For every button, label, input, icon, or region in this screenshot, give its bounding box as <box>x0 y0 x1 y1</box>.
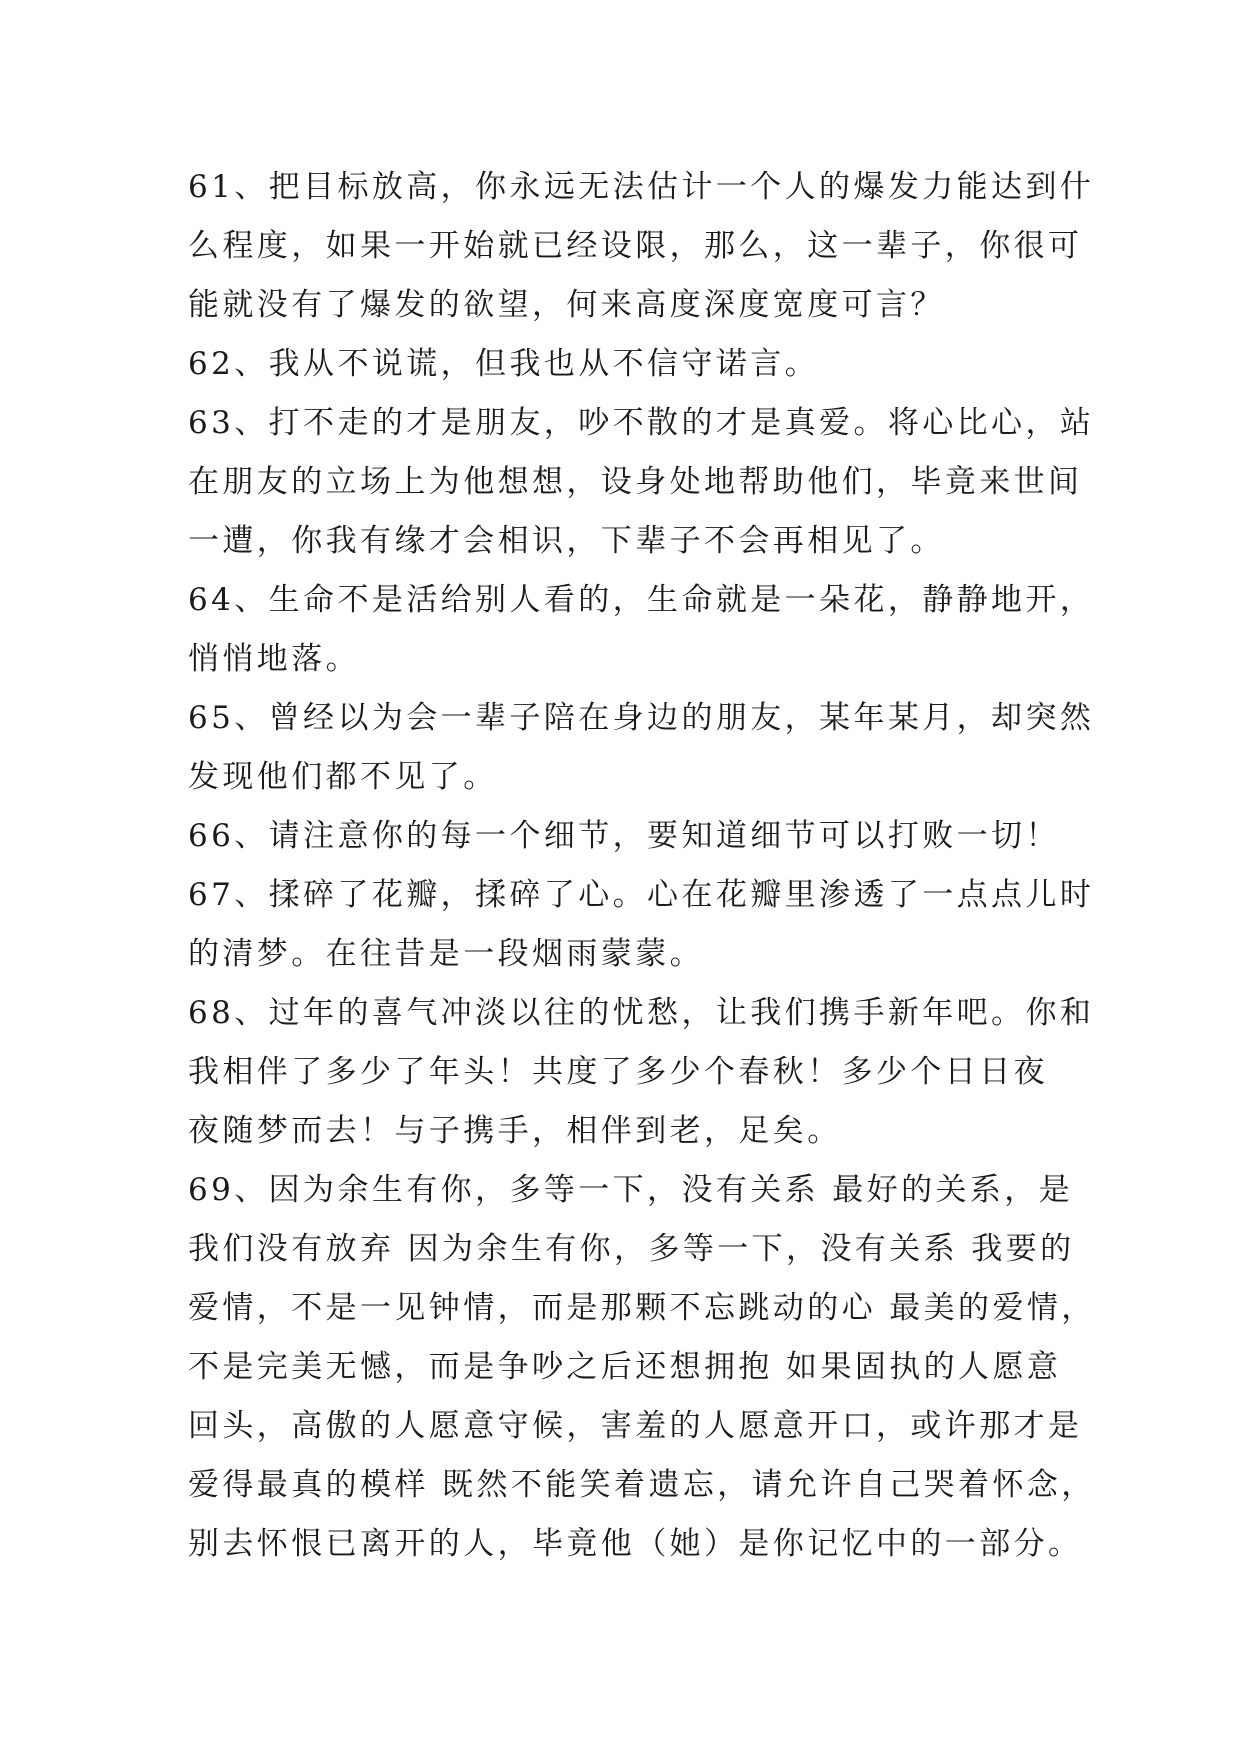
text-line: 62、我从不说谎，但我也从不信守诺言。 <box>188 346 820 382</box>
text-line: 夜随梦而去！与子携手，相伴到老，足矣。 <box>188 1113 842 1149</box>
text-line: 一遭，你我有缘才会相识，下辈子不会再相见了。 <box>188 523 945 559</box>
text-line: 65、曾经以为会一辈子陪在身边的朋友，某年某月，却突然 <box>188 700 1095 736</box>
text-line: 发现他们都不见了。 <box>188 759 498 795</box>
text-line: 66、请注意你的每一个细节，要知道细节可以打败一切！ <box>188 818 1060 854</box>
text-line: 么程度，如果一开始就已经设限，那么，这一辈子，你很可 <box>188 228 1083 264</box>
text-line: 在朋友的立场上为他想想，设身处地帮助他们，毕竟来世间 <box>188 464 1083 500</box>
text-line: 61、把目标放高，你永远无法估计一个人的爆发力能达到什 <box>188 169 1095 205</box>
text-line: 爱得最真的模样 既然不能笑着遗忘，请允许自己哭着怀念， <box>188 1467 1096 1503</box>
text-line: 69、因为余生有你，多等一下，没有关系 最好的关系，是 <box>188 1172 1074 1208</box>
document-body <box>188 158 1096 1574</box>
text-line: 别去怀恨已离开的人，毕竟他（她）是你记忆中的一部分。 <box>188 1526 1083 1562</box>
text-line: 67、揉碎了花瓣，揉碎了心。心在花瓣里渗透了一点点儿时 <box>188 877 1095 913</box>
text-line: 回头，高傲的人愿意守候，害羞的人愿意开口，或许那才是 <box>188 1408 1083 1444</box>
text-line: 63、打不走的才是朋友，吵不散的才是真爱。将心比心，站 <box>188 405 1095 441</box>
text-line: 的清梦。在往昔是一段烟雨蒙蒙。 <box>188 936 704 972</box>
text-line: 爱情，不是一见钟情，而是那颗不忘跳动的心 最美的爱情， <box>188 1290 1096 1326</box>
text-line: 悄悄地落。 <box>188 641 360 677</box>
text-line: 64、生命不是活给别人看的，生命就是一朵花，静静地开， <box>188 582 1095 618</box>
text-line: 不是完美无憾，而是争吵之后还想拥抱 如果固执的人愿意 <box>188 1349 1062 1385</box>
text-line: 我们没有放弃 因为余生有你，多等一下，没有关系 我要的 <box>188 1231 1075 1267</box>
text-line: 能就没有了爆发的欲望，何来高度深度宽度可言？ <box>188 287 945 323</box>
text-line: 我相伴了多少了年头！共度了多少个春秋！多少个日日夜 <box>188 1054 1048 1090</box>
text-line: 68、过年的喜气冲淡以往的忧愁，让我们携手新年吧。你和 <box>188 995 1095 1031</box>
